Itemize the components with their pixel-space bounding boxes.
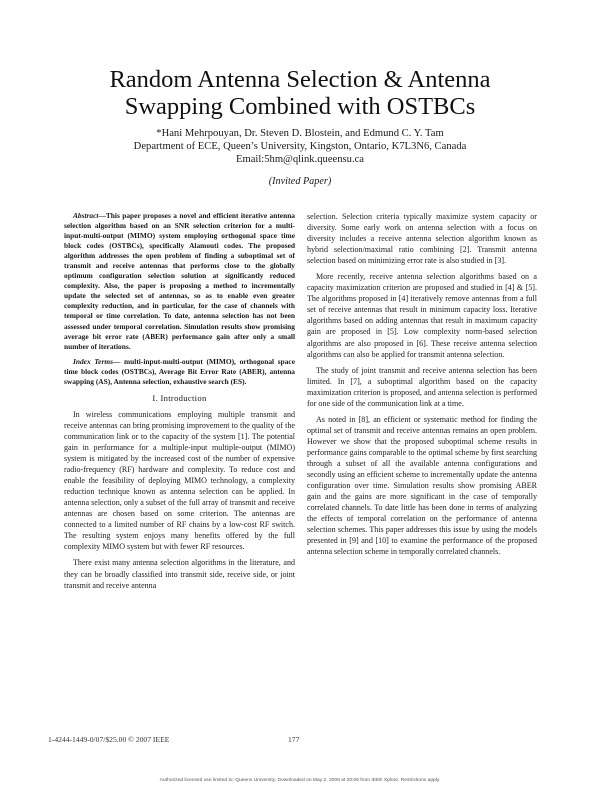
intro-paragraph-2: There exist many antenna selection algorithms in the literature, and they can be broadly classified into transmit side, receive side, or joint transmit and receive antenna: [64, 558, 295, 590]
left-column: [64, 211, 295, 596]
right-paragraph-1: More recently, receive antenna selection algorithms based on a capacity maximization criterion are proposed and studied in [4] & [5]. The algorithms proposed in [4] iteratively remove antennas from a full set of receive antennas that result in minimum capacity loss. Iterative algorithms based on adding antennas that result in maximum capacity gain are proposed in [5]. Low complexity norm-based selection algorithms are also proposed in [6]. These receive antenna selection algorithms can also be applied for transmit antenna selection.: [307, 272, 537, 359]
paper-title-line2: Swapping Combined with OSTBCs: [124, 93, 476, 120]
index-terms-text: — multi-input-multi-output (MIMO), orthogonal space time block codes (OSTBCs), Average Bit Error Rate (ABER), antenna swapping (AS), Antenna selection, exhaustive search (ES).: [64, 356, 295, 386]
abstract-paragraph: [64, 211, 295, 352]
author-email: Email:5hm@qlink.queensu.ca: [235, 154, 365, 165]
right-column: [307, 211, 537, 562]
author-block: [60, 127, 540, 166]
index-terms-lead: Index Terms: [73, 356, 113, 366]
right-paragraph-3: As noted in [8], an efficient or systematic method for finding the optimal set of transmit and receive antennas remains an open problem. However we show that the proposed suboptimal scheme results in performance gains comparable to the optimal scheme by first searching through a subset of all the available antenna configurations and secondly using an efficient scheme to incrementally update the antenna configuration over time. Simulation results show promising ABER gain and the gains are more significant in the case of temporally correlated channels. To date little has been done in terms of analyzing the effects of temporal correlation on the performance of antenna selection schemes. This paper addresses this issue by using the models presented in [9] and [10] to examine the performance of the proposed antenna selection scheme in temporally correlated channels.: [307, 414, 537, 557]
abstract-text: —This paper proposes a novel and efficient iterative antenna selection algorithm based on an SNR selection criterion for a multi-input-multi-output (MIMO) system employing orthogonal space time block codes (OSTBCs), specifically Alamouti codes. The proposed algorithm addresses the open problem of finding a suboptimal set of transmit and receive antennas that performs close to the globally optimum configuration selection solution at significantly reduced complexity. Also, the paper is proposing a method to incrementally update the selected set of antennas, so as to enable even greater complexity reduction, and in particular, for the case of channels with temporal or time correlation. To date, antenna selection has not been assessed under temporal correlation. Simulation results show promising average bit error rate (ABER) performance gain after only a small number of iterations.: [64, 211, 295, 351]
authorized-use-notice: Authorized licensed use limited to: Queens University. Downloaded on May 2, 2009 at 20:06 from IEEE Xplore. Restrictions apply.: [159, 778, 441, 783]
paper-title: [40, 66, 560, 120]
abstract-lead: Abstract: [73, 211, 99, 220]
right-paragraph-2: The study of joint transmit and receive antenna selection has been limited. In [7], a suboptimal algorithm based on the capacity maximization criterion is proposed, and antenna selection is performed for one side of the communication link at a time.: [307, 365, 537, 408]
paper-title-line1: Random Antenna Selection & Antenna: [109, 66, 491, 93]
abstract: [64, 211, 295, 387]
section-heading-introduction: I. Introduction: [152, 392, 207, 403]
intro-paragraph-1: In wireless communications employing multiple transmit and receive antennas can bring promising improvement to the quality of the communication link or to the capacity of the system [1]. The potential gain in performance for a multiple-input multiple-output (MIMO) system is mitigated by the increased cost of the number of expensive radio-frequency (RF) hardware and complexity. To reduce cost and enable the feasibility of deploying MIMO technology, a complexity reduction technique known as antenna selection can be applied. In antenna selection, only a subset of the full array of transmit and receive antennas are chosen based on some criterion. The antennas are connected to a limited number of RF chains by a low-cost RF switch. The resulting system enjoys many benefits offered by the full complexity MIMO system but with fewer RF resources.: [64, 409, 295, 552]
author-names: *Hani Mehrpouyan, Dr. Steven D. Blostein, and Edmund C. Y. Tam: [156, 128, 444, 139]
right-paragraph-0: selection. Selection criteria typically maximize system capacity or diversity. Some early work on antenna selection with a focus on diversity includes a receive antenna selection algorithm known as hybrid selection/maximal ratio combining [2]. Transmit antenna selection based on minimizing error rate is also studied in [3].: [307, 212, 537, 266]
index-terms-paragraph: [64, 357, 295, 387]
author-affiliation: Department of ECE, Queen’s University, Kingston, Ontario, K7L3N6, Canada: [133, 141, 467, 152]
page-number: 177: [288, 735, 300, 744]
invited-paper-note: (Invited Paper): [268, 176, 332, 187]
copyright-notice: 1-4244-1449-0/07/$25.00 © 2007 IEEE: [48, 735, 170, 744]
